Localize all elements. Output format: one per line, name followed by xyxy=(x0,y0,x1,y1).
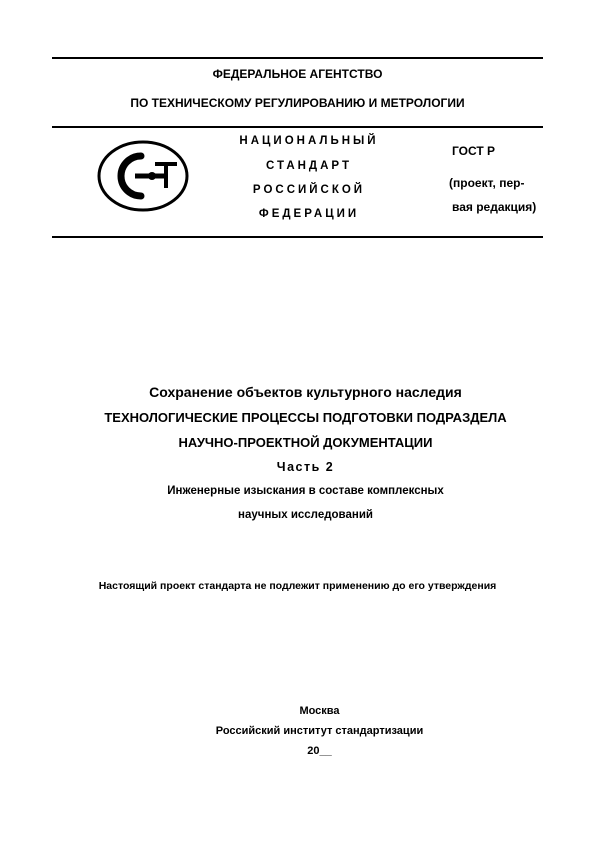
header-rule xyxy=(52,126,543,128)
standard-line-federation: ФЕДЕРАЦИИ xyxy=(258,208,360,220)
draft-notice: Настоящий проект стандарта не подлежит применению до его утверждения xyxy=(98,580,497,592)
gost-note-line-2: вая редакция) xyxy=(452,200,537,214)
standard-line-russian: РОССИЙСКОЙ xyxy=(252,184,366,196)
document-title: Сохранение объектов культурного наследия xyxy=(149,384,462,400)
rst-emblem-icon xyxy=(97,140,189,212)
standard-rule xyxy=(52,236,543,238)
part-title-line-1: Инженерные изыскания в составе комплексных xyxy=(167,485,444,497)
top-rule xyxy=(52,57,543,59)
agency-line-2: ПО ТЕХНИЧЕСКОМУ РЕГУЛИРОВАНИЮ И МЕТРОЛОГИИ xyxy=(130,96,465,110)
gost-label: ГОСТ Р xyxy=(452,144,496,158)
standard-line-standard: СТАНДАРТ xyxy=(266,160,352,172)
standard-line-national: НАЦИОНАЛЬНЫЙ xyxy=(239,135,379,147)
publication-year: 20__ xyxy=(307,745,332,757)
document-subtitle-line-1: ТЕХНОЛОГИЧЕСКИЕ ПРОЦЕССЫ ПОДГОТОВКИ ПОДРАЗДЕЛА xyxy=(104,410,507,425)
document-subtitle-line-2: НАУЧНО-ПРОЕКТНОЙ ДОКУМЕНТАЦИИ xyxy=(178,435,433,450)
publisher-name: Российский институт стандартизации xyxy=(215,725,424,737)
gost-note-line-1: (проект, пер- xyxy=(449,176,525,190)
part-title-line-2: научных исследований xyxy=(238,509,373,521)
part-number: Часть 2 xyxy=(276,460,335,474)
agency-line-1: ФЕДЕРАЛЬНОЕ АГЕНТСТВО xyxy=(212,67,383,81)
publication-city: Москва xyxy=(299,705,340,717)
